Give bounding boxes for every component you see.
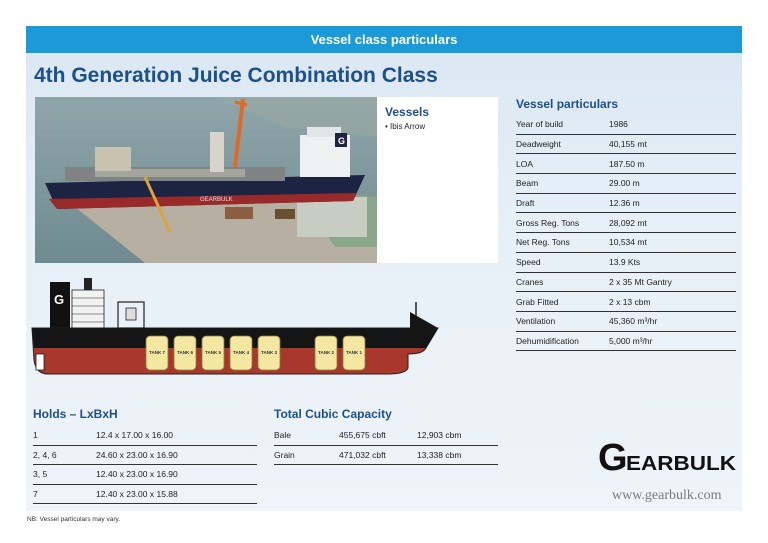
tank-label: TANK 2: [318, 350, 334, 355]
ship-profile-drawing: [28, 268, 448, 386]
table-row: Bale 455,675 cbft 12,903 cbm: [274, 426, 498, 446]
tank-label: TANK 5: [205, 350, 221, 355]
accommodation-block: [72, 290, 104, 328]
table-row: Net Reg. Tons 10,534 mt: [516, 233, 736, 253]
rudder: [36, 354, 44, 370]
vessel-particulars-heading: Vessel particulars: [516, 97, 619, 111]
vessel-photo: [35, 97, 377, 263]
gearbulk-logo: [598, 438, 738, 474]
tank-label: TANK 4: [233, 350, 249, 355]
tank-label: TANK 3: [261, 350, 277, 355]
table-row: Grab Fitted 2 x 13 cbm: [516, 292, 736, 312]
logo-wordmark: EARBULK: [626, 453, 737, 474]
footnote: NB: Vessel particulars may vary.: [27, 516, 121, 523]
vessel-list-item: • Ibis Arrow: [385, 122, 426, 131]
capacity-table: [274, 426, 498, 465]
page-title: 4th Generation Juice Combination Class: [34, 64, 438, 87]
table-row: Deadweight 40,155 mt: [516, 135, 736, 155]
table-row: Grain 471,032 cbft 13,338 cbm: [274, 446, 498, 466]
holds-table: [33, 426, 257, 504]
holds-heading: Holds – LxBxH: [33, 407, 118, 421]
table-row: 3, 5 12.40 x 23.00 x 16.90: [33, 465, 257, 485]
ship-profile-diagram: [28, 268, 448, 386]
forecastle: [410, 312, 438, 328]
table-row: Gross Reg. Tons 28,092 mt: [516, 213, 736, 233]
vessels-heading: Vessels: [385, 105, 430, 119]
header-banner: Vessel class particulars: [26, 26, 742, 53]
table-row: Ventilation 45,360 m³/hr: [516, 312, 736, 332]
logo-g-letter: G: [598, 438, 628, 474]
website-url[interactable]: www.gearbulk.com: [612, 488, 722, 503]
photo-funnel-logo: G: [338, 136, 346, 146]
table-row: Draft 12.36 m: [516, 194, 736, 214]
tank-label: TANK 7: [149, 350, 165, 355]
tank-label: TANK 1: [346, 350, 362, 355]
vessels-box: [377, 97, 498, 263]
table-row: Speed 13.9 Kts: [516, 253, 736, 273]
vessel-photo-drawing: [35, 97, 377, 263]
gearbulk-logo-drawing: [598, 438, 738, 474]
table-row: LOA 187.50 m: [516, 154, 736, 174]
table-row: 2, 4, 6 24.60 x 23.00 x 16.90: [33, 446, 257, 466]
table-row: Beam 29.00 m: [516, 174, 736, 194]
tank-label: TANK 6: [177, 350, 193, 355]
table-row: Year of build 1986: [516, 115, 736, 135]
table-row: Dehumidification 5,000 m³/hr: [516, 332, 736, 352]
table-row: Cranes 2 x 35 Mt Gantry: [516, 273, 736, 293]
capacity-heading: Total Cubic Capacity: [274, 407, 392, 421]
table-row: 1 12.4 x 17.00 x 16.00: [33, 426, 257, 446]
mast: [84, 278, 92, 290]
photo-hull-name: GEARBULK: [200, 197, 233, 203]
table-row: 7 12.40 x 23.00 x 15.88: [33, 485, 257, 505]
vessel-particulars-table: [516, 115, 736, 351]
funnel-logo: G: [54, 292, 65, 307]
